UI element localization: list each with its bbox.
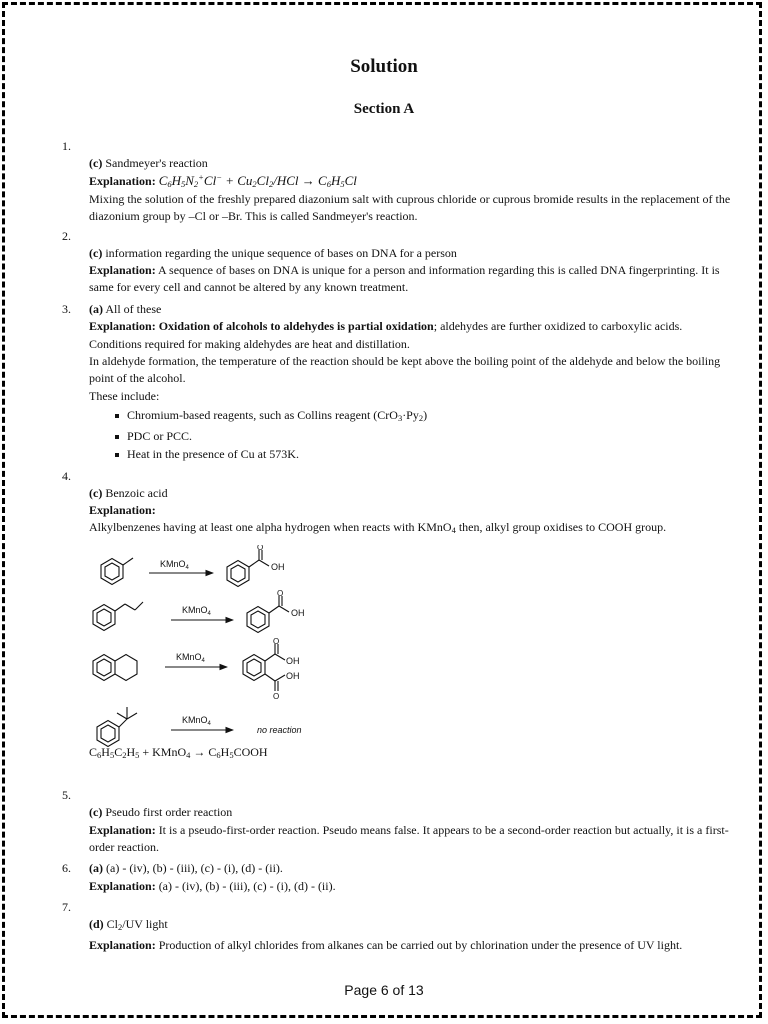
explanation-bold-text: Oxidation of alcohols to aldehydes is partial oxidation xyxy=(158,319,434,334)
question-6 xyxy=(62,860,742,895)
equation-line xyxy=(89,172,742,190)
list-item: PDC or PCC. xyxy=(127,428,742,445)
explanation-text: (a) - (iv), (b) - (iii), (c) - (i), (d) - (ii). xyxy=(158,878,336,893)
explanation-label: Explanation: xyxy=(89,822,156,837)
oxygen-label: O xyxy=(273,691,280,701)
explanation-line xyxy=(89,318,742,335)
answer-key: (c) xyxy=(89,156,103,170)
formation-text: In aldehyde formation, the temperature of the reaction should be kept above the boiling point of the aldehyde and below the boiling point of the alcohol. xyxy=(89,354,721,386)
collins-reagent-text: Chromium-based reagents, such as Collins reagent $(CrO_3\cdot Py_2)$ xyxy=(127,408,428,424)
explanation-line xyxy=(89,937,742,954)
explanation-line xyxy=(89,878,742,895)
oxidation-reaction-scheme xyxy=(87,545,387,750)
explanation-label: Explanation: xyxy=(89,502,156,517)
question-3 xyxy=(62,301,742,464)
hydroxyl-label: OH xyxy=(286,670,300,681)
explanation-label: Explanation: xyxy=(89,878,156,893)
answer-line xyxy=(89,485,742,502)
answer-text: Benzoic acid xyxy=(105,485,168,500)
explanation-line xyxy=(89,822,742,857)
conditions-text: Conditions required for making aldehydes are heat and distillation. xyxy=(89,336,410,351)
answer-line xyxy=(89,245,742,262)
question-number: 6. xyxy=(62,861,71,876)
reagent-label-2: KMnO$_4$ xyxy=(182,604,211,617)
question-4 xyxy=(62,468,742,762)
hydroxyl-label: OH xyxy=(271,561,285,572)
question-number: 5. xyxy=(62,788,71,803)
question-number: 1. xyxy=(62,139,71,153)
tert-butylbenzene-structure xyxy=(97,707,137,747)
solutions-content xyxy=(62,138,742,954)
reagent-label-3: KMnO$_4$ xyxy=(176,651,205,664)
answer-text: Sandmeyer's reaction xyxy=(105,156,208,170)
answer-key: (c) xyxy=(89,805,103,820)
answer-line xyxy=(89,804,742,821)
ethylbenzene-equation: $C_6H_5C_2H_5$ + KMnO$_4$ → $C_6H_5COOH$ xyxy=(89,744,268,760)
explanation-text: ; aldehydes are further oxidized to carboxylic acids. xyxy=(433,319,683,334)
answer-text: information regarding the unique sequence of bases on DNA for a person xyxy=(105,245,457,260)
answer-key: (a) xyxy=(89,861,103,876)
question-number: 2. xyxy=(62,228,71,243)
section-title: Section A xyxy=(353,101,415,117)
page-number: Page 6 of 13 xyxy=(344,982,424,998)
reagent-list xyxy=(89,407,742,463)
answer-key: (d) xyxy=(89,917,104,932)
these-include-text: These include: xyxy=(89,388,160,403)
question-2 xyxy=(62,228,742,297)
answer-line xyxy=(89,860,742,877)
answer-line: (d) $Cl_2/UV$ light xyxy=(89,917,168,933)
explanation-label: Explanation: xyxy=(89,937,156,952)
question-number: 4. xyxy=(62,468,71,483)
benzoic-acid-structure-2 xyxy=(247,596,289,633)
reagent-label-4: KMnO$_4$ xyxy=(182,714,211,727)
explanation-text: It is a pseudo-first-order reaction. Pseudo means false. It appears to be a second-order reaction but actually, it is a first-order reaction. xyxy=(89,822,729,854)
question-number: 7. xyxy=(62,900,71,915)
question-7 xyxy=(62,899,742,954)
answer-text: Pseudo first order reaction xyxy=(105,805,233,820)
oxygen-label: O xyxy=(273,636,280,646)
explanation-label: Explanation: xyxy=(89,174,156,189)
explanation-text: A sequence of bases on DNA is unique for a person and information regarding this is called DNA fingerprinting. It is same for every cell and cannot be altered by any known treatment. xyxy=(89,263,720,295)
list-item: Heat in the presence of Cu at 573K. xyxy=(127,446,742,463)
sandmeyer-equation: $C_6H_5N_2^+Cl^- + Cu_2Cl_2/HCl \to C_6H_5Cl$ xyxy=(158,172,357,190)
phthalic-acid-structure xyxy=(243,644,285,691)
oxygen-label: O xyxy=(257,544,264,552)
hydroxyl-label: OH xyxy=(291,607,305,618)
reagent-label-1: KMnO$_4$ xyxy=(160,558,189,571)
list-item xyxy=(127,407,742,424)
answer-text: All of these xyxy=(105,301,162,316)
question-number: 3. xyxy=(62,301,71,316)
answer-key: (a) xyxy=(89,301,103,316)
answer-line xyxy=(89,301,742,318)
answer-line xyxy=(89,155,742,172)
explanation-text: Production of alkyl chlorides from alkanes can be carried out by chlorination under the presence of UV light. xyxy=(158,937,683,952)
answer-key: (c) xyxy=(89,245,103,260)
question-1 xyxy=(62,138,742,226)
toluene-structure xyxy=(101,558,133,585)
tetralin-structure xyxy=(93,654,137,680)
answer-text: (a) - (iv), (b) - (iii), (c) - (i), (d) - (ii). xyxy=(106,861,283,876)
no-reaction-label: no reaction xyxy=(257,724,302,735)
oxygen-label: O xyxy=(277,588,284,598)
propylbenzene-structure xyxy=(93,602,143,631)
explanation-label: Explanation: xyxy=(89,319,156,334)
benzoic-acid-structure-1 xyxy=(227,550,269,587)
question-5 xyxy=(62,787,742,856)
page-title: Solution xyxy=(350,56,418,77)
hydroxyl-label: OH xyxy=(286,655,300,666)
explanation-line xyxy=(89,262,742,297)
explanation-label: Explanation: xyxy=(89,263,156,278)
explanation-text: Mixing the solution of the freshly prepared diazonium salt with cuprous chloride or cuprous bromide results in the replacement of the diazonium group by –Cl or –Br. This is called Sandmeyer's reaction. xyxy=(89,191,731,224)
answer-key: (c) xyxy=(89,485,103,500)
explanation-text: Alkylbenzenes having at least one alpha hydrogen when reacts with KMnO$_4$ then, alkyl group oxidises to COOH group. xyxy=(89,520,667,536)
